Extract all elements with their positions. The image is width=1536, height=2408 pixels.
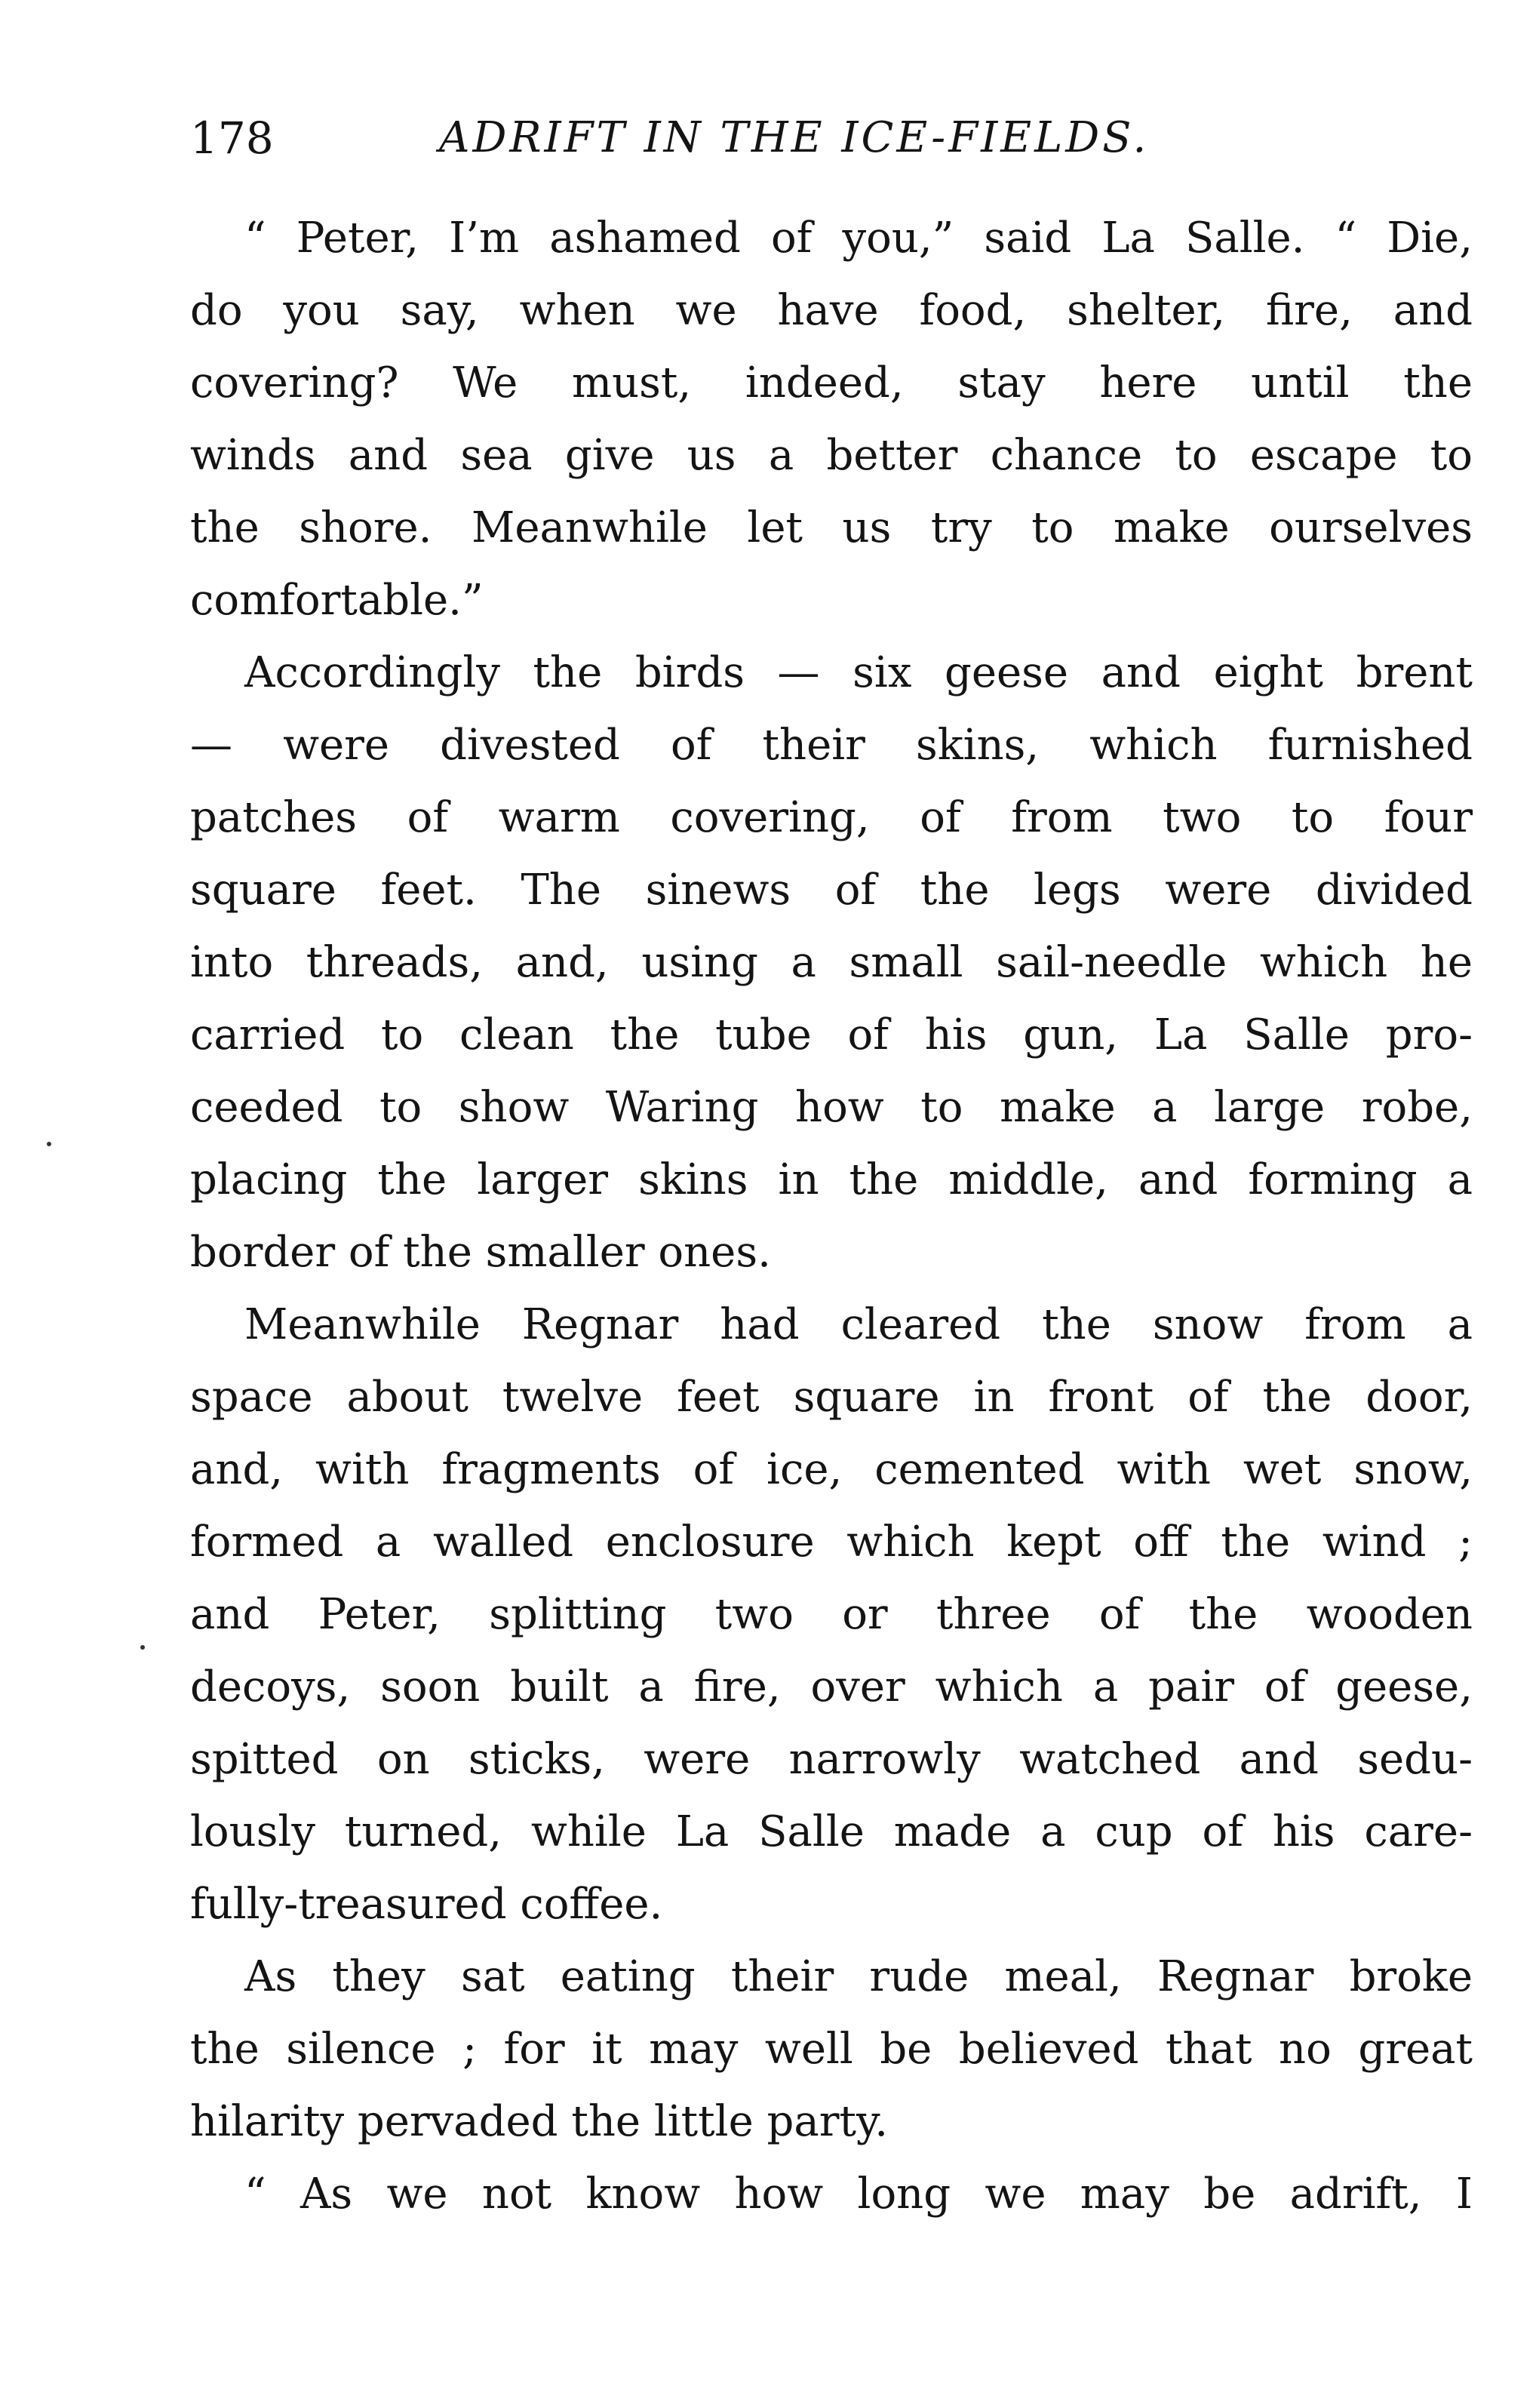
text-line: As they sat eating their rude meal, Regnar broke [244,1952,1473,2001]
body-text [190,202,1473,2231]
running-title: ADRIFT IN THE ICE-FIELDS. [439,113,1150,162]
text-line: carried to clean the tube of his gun, La Salle pro- [190,1010,1473,1059]
text-line: space about twelve feet square in front of the door, [190,1373,1473,1422]
text-line: spitted on sticks, were narrowly watched and sedu- [190,1735,1473,1784]
page-header [190,112,1473,172]
text-line: lously turned, while La Salle made a cup of his care- [190,1807,1473,1856]
text-line: covering? We must, indeed, stay here until the [190,358,1473,407]
text-line: border of the smaller ones. [190,1228,771,1277]
text-line: winds and sea give us a better chance to escape to [190,431,1473,480]
text-line: and, with fragments of ice, cemented with wet snow, [190,1445,1473,1494]
text-line: the silence ; for it may well be believed that no great [190,2025,1473,2074]
text-line: — were divested of their skins, which furnished [190,721,1473,770]
text-line: Meanwhile Regnar had cleared the snow from a [244,1300,1473,1349]
text-line: formed a walled enclosure which kept off the wind ; [190,1518,1473,1567]
text-line: patches of warm covering, of from two to four [190,793,1473,842]
text-line: Accordingly the birds — six geese and eight brent [244,648,1473,697]
print-speck [140,1645,145,1650]
page-number: 178 [190,112,274,164]
text-line: fully-treasured coffee. [190,1880,663,1929]
print-speck [47,1142,51,1146]
text-line: hilarity pervaded the little party. [190,2097,889,2146]
text-line: into threads, and, using a small sail-needle which he [190,938,1473,987]
text-line: and Peter, splitting two or three of the wooden [190,1590,1473,1639]
text-line: the shore. Meanwhile let us try to make ourselves [190,503,1473,552]
text-line: “ Peter, I’m ashamed of you,” said La Salle. “ Die, [244,214,1473,263]
text-line: comfortable.” [190,576,484,625]
text-line: “ As we not know how long we may be adrift, I [244,2170,1473,2219]
text-line: square feet. The sinews of the legs were divided [190,866,1473,915]
text-line: do you say, when we have food, shelter, fire, and [190,286,1473,335]
text-line: placing the larger skins in the middle, and forming a [190,1155,1473,1204]
text-line: decoys, soon built a fire, over which a pair of geese, [190,1662,1473,1711]
text-line: ceeded to show Waring how to make a large robe, [190,1083,1473,1132]
